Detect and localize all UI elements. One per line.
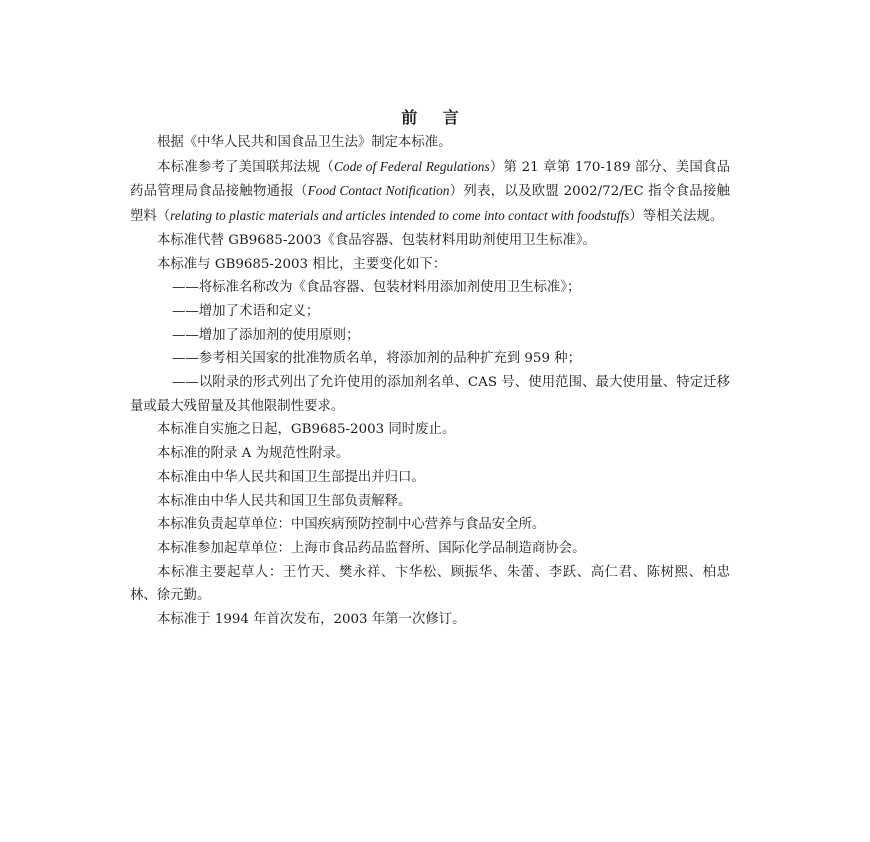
paragraph-proposed-by: 本标准由中华人民共和国卫生部提出并归口。 — [157, 469, 425, 485]
references-text-3: ）列表，以及欧盟 2002/72/EC 指令食品接触塑料（ — [130, 184, 730, 225]
references-text-1: 本标准参考了美国联邦法规（ — [157, 159, 334, 175]
paragraph-history: 本标准于 1994 年首次发布，2003 年第一次修订。 — [157, 612, 466, 628]
cfr-title: Code of Federal Regulations — [333, 158, 490, 174]
paragraph-changes-intro: 本标准与 GB9685-2003 相比，主要变化如下： — [157, 256, 447, 272]
change-item: ——以附录的形式列出了允许使用的添加剂名单、CAS 号、使用范围、最大使用量、特定迁移量或最大残留量及其他限制性要求。 — [130, 375, 730, 414]
paragraph-effective: 本标准自实施之日起，GB9685-2003 同时废止。 — [157, 422, 456, 438]
paragraph-drafting-unit: 本标准负责起草单位：中国疾病预防控制中心营养与食品安全所。 — [157, 517, 546, 533]
change-item: ——参考相关国家的批准物质名单，将添加剂的品种扩充到 959 种； — [172, 351, 582, 367]
change-item: ——增加了添加剂的使用原则； — [172, 327, 360, 343]
foreword-body — [130, 131, 730, 632]
paragraph-references — [130, 155, 730, 229]
paragraph-interpreted-by: 本标准由中华人民共和国卫生部负责解释。 — [157, 493, 412, 509]
eu-directive-title: relating to plastic materials and articles intended to come into contact with foodstuffs — [170, 208, 630, 224]
paragraph-drafters: 本标准主要起草人：王竹天、樊永祥、卞华松、顾振华、朱蕾、李跃、高仁君、陈树熙、柏忠林、徐元勤。 — [130, 564, 730, 604]
change-item: ——将标准名称改为《食品容器、包装材料用添加剂使用卫生标准》； — [172, 280, 581, 296]
paragraph-participating-units: 本标准参加起草单位：上海市食品药品监督所、国际化学品制造商协会。 — [157, 540, 586, 556]
paragraph-replaces: 本标准代替 GB9685-2003《食品容器、包装材料用助剂使用卫生标准》。 — [157, 232, 596, 248]
references-text-4: ）等相关法规。 — [629, 209, 724, 225]
paragraph-basis: 根据《中华人民共和国食品卫生法》制定本标准。 — [157, 135, 452, 150]
references-text-2: ）第 21 章第 170-189 部分、美国食品药品管理局食品接触物通报（ — [130, 159, 730, 200]
change-item: ——增加了术语和定义； — [172, 303, 320, 319]
page-title: 前 言 — [401, 108, 469, 127]
fcn-title: Food Contact Notification — [307, 183, 450, 199]
paragraph-appendix: 本标准的附录 A 为规范性附录。 — [157, 446, 350, 462]
